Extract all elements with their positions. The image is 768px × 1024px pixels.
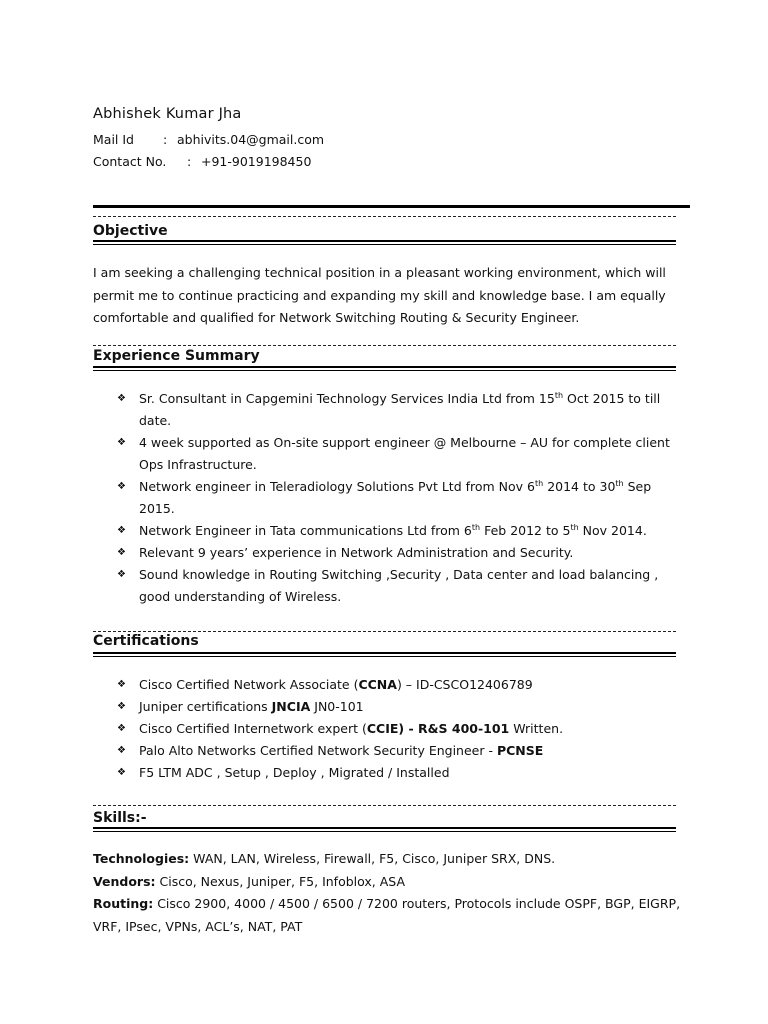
section-double-rule <box>93 652 676 654</box>
list-item: ❖ F5 LTM ADC , Setup , Deploy , Migrated / Installed <box>117 762 677 784</box>
list-item: ❖ Palo Alto Networks Certified Network Security Engineer - PCNSE <box>117 740 677 762</box>
diamond-bullet-icon: ❖ <box>117 481 126 492</box>
vendors-label: Vendors: <box>93 873 156 889</box>
diamond-bullet-icon: ❖ <box>117 723 126 734</box>
list-item: ❖ Network engineer in Teleradiology Solutions Pvt Ltd from Nov 6th 2014 to 30th Sep 2015. <box>117 476 677 520</box>
technologies-label: Technologies: <box>93 851 190 866</box>
certifications-heading: Certifications <box>93 633 199 649</box>
objective-heading: Objective <box>93 223 168 239</box>
routing-label: Routing: <box>93 896 154 911</box>
diamond-bullet-icon: ❖ <box>117 547 126 558</box>
list-item: ❖ Juniper certifications JNCIA JN0-101 <box>117 696 677 718</box>
diamond-bullet-icon: ❖ <box>117 679 126 690</box>
section-double-rule <box>93 827 676 829</box>
contact-line <box>93 154 311 169</box>
diamond-bullet-icon: ❖ <box>117 569 126 580</box>
mail-line <box>93 132 324 147</box>
section-double-rule <box>93 240 676 242</box>
skills-block <box>93 848 683 938</box>
contact-separator: : <box>187 154 192 169</box>
section-dash-rule <box>93 631 676 632</box>
list-item: ❖ Sr. Consultant in Capgemini Technology Services India Ltd from 15th Oct 2015 to till date. <box>117 388 677 432</box>
skills-heading: Skills:- <box>93 810 147 826</box>
candidate-name: Abhishek Kumar Jha <box>93 106 242 122</box>
list-item: ❖ Cisco Certified Network Associate (CCNA) – ID-CSCO12406789 <box>117 674 677 696</box>
list-item: ❖ Relevant 9 years’ experience in Network Administration and Security. <box>117 542 677 564</box>
vendors-value: Cisco, Nexus, Juniper, F5, Infoblox, ASA <box>155 873 406 889</box>
skills-vendors <box>93 871 683 894</box>
routing-value: Cisco 2900, 4000 / 4500 / 6500 / 7200 routers, Protocols include OSPF, BGP, EIGRP, VRF, IPsec, VPNs, ACL’s, NAT, PAT <box>93 896 681 934</box>
list-item: ❖ Sound knowledge in Routing Switching ,Security , Data center and load balancing , good understanding of Wireless. <box>117 564 677 608</box>
list-item: ❖ Network Engineer in Tata communications Ltd from 6th Feb 2012 to 5th Nov 2014. <box>117 520 677 542</box>
section-dash-rule <box>93 345 676 346</box>
list-item: ❖ 4 week supported as On-site support engineer @ Melbourne – AU for complete client Ops Infrastructure. <box>117 432 677 476</box>
technologies-value: WAN, LAN, Wireless, Firewall, F5, Cisco, Juniper SRX, DNS. <box>189 851 556 866</box>
header-top-rule <box>93 205 690 208</box>
mail-label: Mail Id <box>93 132 134 147</box>
mail-separator: : <box>163 132 168 147</box>
section-dash-rule <box>93 216 676 217</box>
mail-value: abhivits.04@gmail.com <box>177 132 325 147</box>
certifications-list <box>117 674 677 784</box>
experience-list <box>117 388 677 608</box>
objective-text: I am seeking a challenging technical position in a pleasant working environment, which will permit me to continue practicing and expanding my skill and knowledge base. I am equally comfortable and qualified for Network Switching Routing & Security Engineer. <box>93 265 666 325</box>
list-item: ❖ Cisco Certified Internetwork expert (CCIE) - R&S 400-101 Written. <box>117 718 677 740</box>
skills-routing <box>93 893 683 938</box>
section-dash-rule <box>93 805 676 806</box>
contact-value: +91-9019198450 <box>201 154 312 169</box>
skills-technologies <box>93 848 683 871</box>
diamond-bullet-icon: ❖ <box>117 745 126 756</box>
contact-label: Contact No. <box>93 154 167 169</box>
experience-heading: Experience Summary <box>93 348 260 364</box>
diamond-bullet-icon: ❖ <box>117 393 126 404</box>
diamond-bullet-icon: ❖ <box>117 437 126 448</box>
diamond-bullet-icon: ❖ <box>117 767 126 778</box>
section-double-rule <box>93 366 676 368</box>
diamond-bullet-icon: ❖ <box>117 701 126 712</box>
diamond-bullet-icon: ❖ <box>117 525 126 536</box>
